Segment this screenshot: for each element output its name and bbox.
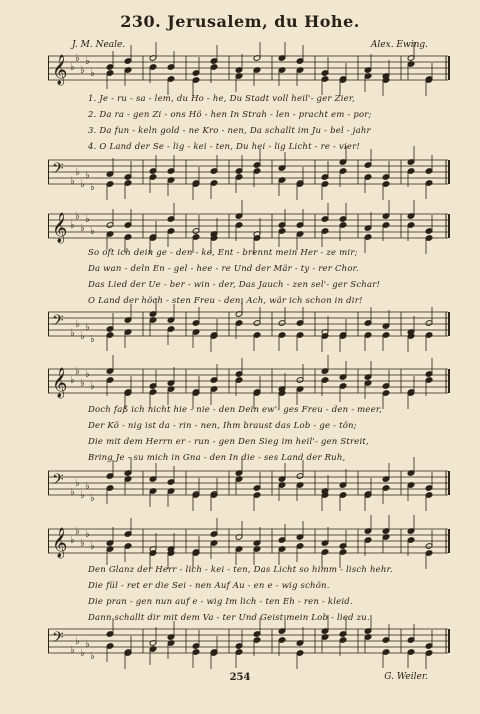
flat-icon: ♭ <box>70 487 75 498</box>
treble-staff <box>48 365 450 399</box>
flat-icon: ♭ <box>70 220 75 231</box>
flat-icon: ♭ <box>80 378 85 389</box>
lyric-line: Da wan - deln En - gel - hee - re Und der Mär - ty - rer Chor. <box>88 264 359 274</box>
flat-icon: ♭ <box>90 182 95 193</box>
flat-icon: ♭ <box>70 375 75 386</box>
treble-staff-lines <box>48 210 450 250</box>
bass-staff-lines <box>48 308 450 348</box>
flat-icon: ♭ <box>75 636 80 647</box>
bass-clef-icon: 𝄢 <box>52 629 64 650</box>
hymn-number: 230. <box>120 12 162 31</box>
flat-icon: ♭ <box>70 328 75 339</box>
flat-icon: ♭ <box>90 68 95 79</box>
treble-staff <box>48 52 450 86</box>
flat-icon: ♭ <box>75 478 80 489</box>
flat-icon: ♭ <box>70 645 75 656</box>
flat-icon: ♭ <box>80 65 85 76</box>
treble-staff-lines <box>48 365 450 405</box>
flat-icon: ♭ <box>80 179 85 190</box>
treble-staff <box>48 210 450 244</box>
treble-staff-lines <box>48 52 450 92</box>
lyric-line: 1. Je - ru - sa - lem, du Ho - he, Du Stadt voll heil'- ger Zier, <box>88 94 356 104</box>
lyric-line: Dann schallt dir mit dem Va - ter Und Geist mein Lob - lied zu. <box>88 613 370 623</box>
bass-staff <box>48 625 450 662</box>
lyric-line: Bring Je - su mich in Gna - den In die - ses Land der Ruh, <box>88 453 346 463</box>
page-number: 254 <box>229 672 251 683</box>
flat-icon: ♭ <box>70 176 75 187</box>
flat-icon: ♭ <box>75 319 80 330</box>
hymn-title <box>0 12 480 31</box>
flat-icon: ♭ <box>75 53 80 64</box>
tune-credit: Alex. Ewing. <box>370 40 428 50</box>
flat-icon: ♭ <box>80 331 85 342</box>
treble-staff <box>48 525 450 559</box>
flat-icon: ♭ <box>85 214 90 225</box>
flat-icon: ♭ <box>70 535 75 546</box>
flat-icon: ♭ <box>75 211 80 222</box>
flat-icon: ♭ <box>80 538 85 549</box>
publisher-credit: G. Weiler. <box>384 672 428 682</box>
flat-icon: ♭ <box>75 366 80 377</box>
lyric-line: Die fül - ret er die Sei - nen Auf Au - en e - wig schön. <box>88 581 330 591</box>
bass-clef-icon: 𝄢 <box>52 312 64 333</box>
flat-icon: ♭ <box>90 541 95 552</box>
treble-clef-icon: 𝄞 <box>52 528 68 558</box>
flat-icon: ♭ <box>90 381 95 392</box>
treble-clef-icon: 𝄞 <box>52 55 68 85</box>
lyric-line: Doch faß ich nicht hie - nie - den Dein ew'- ges Freu - den - meer, <box>88 405 383 415</box>
treble-clef-icon: 𝄞 <box>52 213 68 243</box>
hymn-name: Jerusalem, du Hohe. <box>167 12 360 31</box>
flat-icon: ♭ <box>90 651 95 662</box>
lyric-line: Der Kö - nig ist da - rin - nen, Ihm braust das Lob - ge - tön; <box>88 421 357 431</box>
bass-staff-lines <box>48 467 450 507</box>
text-credit: J. M. Neale. <box>72 40 126 50</box>
flat-icon: ♭ <box>85 170 90 181</box>
bass-staff <box>48 308 450 345</box>
flat-icon: ♭ <box>75 167 80 178</box>
flat-icon: ♭ <box>90 493 95 504</box>
bass-staff <box>48 467 450 504</box>
flat-icon: ♭ <box>85 639 90 650</box>
flat-icon: ♭ <box>85 56 90 67</box>
flat-icon: ♭ <box>80 490 85 501</box>
bass-staff-lines <box>48 156 450 196</box>
lyric-line: Das Lied der Ue - ber - win - der, Das Jauch - zen sel'- ger Schar! <box>88 280 381 290</box>
flat-icon: ♭ <box>85 529 90 540</box>
lyric-line: 2. Da ra - gen Zi - ons Hö - hen In Strah - len - pracht em - por; <box>88 110 372 120</box>
bass-clef-icon: 𝄢 <box>52 471 64 492</box>
flat-icon: ♭ <box>85 322 90 333</box>
lyric-line: Die mit dem Herrn er - run - gen Den Sieg im heil'- gen Streit, <box>88 437 369 447</box>
lyric-line: 3. Da fun - keln gold - ne Kro - nen, Da schallt im Ju - bel - jahr <box>88 126 371 136</box>
lyric-line: 4. O Land der Se - lig - kei - ten, Du hei - lig Licht - re - vier! <box>88 142 360 152</box>
flat-icon: ♭ <box>80 648 85 659</box>
flat-icon: ♭ <box>75 526 80 537</box>
lyric-line: So oft ich dein ge - den - ke, Ent - brennt mein Her - ze mir; <box>88 248 358 258</box>
bass-clef-icon: 𝄢 <box>52 160 64 181</box>
lyric-line: Die pran - gen nun auf e - wig Im lich - ten Eh - ren - kleid. <box>88 597 353 607</box>
bass-staff <box>48 156 450 193</box>
treble-staff-lines <box>48 525 450 565</box>
flat-icon: ♭ <box>90 334 95 345</box>
flat-icon: ♭ <box>80 223 85 234</box>
treble-clef-icon: 𝄞 <box>52 368 68 398</box>
flat-icon: ♭ <box>85 369 90 380</box>
flat-icon: ♭ <box>85 481 90 492</box>
bass-staff-lines <box>48 625 450 665</box>
flat-icon: ♭ <box>90 226 95 237</box>
lyric-line: O Land der höch - sten Freu - den, Ach, wär ich schon in dir! <box>88 296 363 306</box>
flat-icon: ♭ <box>70 62 75 73</box>
lyric-line: Den Glanz der Herr - lich - kei - ten, Das Licht so himm - lisch hehr. <box>88 565 393 575</box>
